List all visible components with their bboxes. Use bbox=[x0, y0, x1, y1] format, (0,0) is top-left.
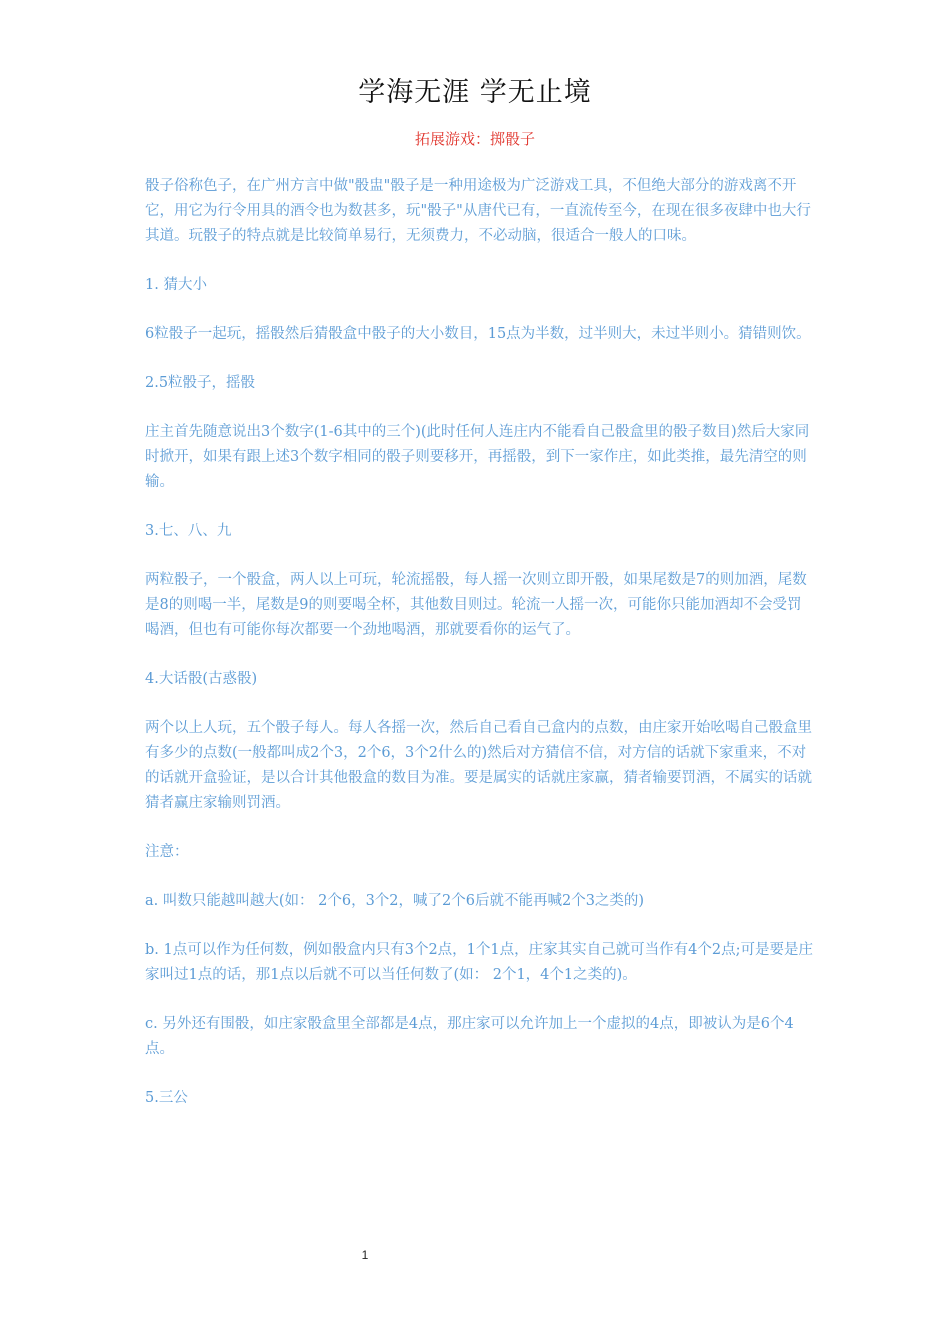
document-subtitle: 拓展游戏：掷骰子 bbox=[414, 130, 535, 148]
section-body-3: 两粒骰子，一个骰盒，两人以上可玩，轮流摇骰，每人摇一次则立即开骰，如果尾数是7的则加酒，尾数是8的则喝一半，尾数是9的则要喝全杯，其他数目则过。轮流一人摇一次，可能你只能加酒却不会受罚喝酒，但也有可能你每次都要一个劲地喝酒，那就要看你的运气了。 bbox=[145, 572, 807, 638]
note-c: c. 另外还有围骰，如庄家骰盒里全部都是4点，那庄家可以允许加上一个虚拟的4点，即被认为是6个4点。 bbox=[145, 1016, 794, 1057]
section-heading-5: 5.三公 bbox=[145, 1090, 188, 1106]
intro-paragraph: 骰子俗称色子，在广州方言中做"骰盅"骰子是一种用途极为广泛游戏工具，不但绝大部分的游戏离不开它，用它为行令用具的酒令也为数甚多，玩"骰子"从唐代已有，一直流传至今，在现在很多夜肆中也大行其道。玩骰子的特点就是比较简单易行，无须费力，不必动脑，很适合一般人的口味。 bbox=[145, 178, 811, 244]
section-heading-4: 4.大话骰(古惑骰) bbox=[145, 671, 258, 687]
page-header-title: 学海无涯 学无止境 bbox=[358, 77, 592, 108]
section-heading-3: 3.七、八、九 bbox=[145, 523, 232, 539]
section-body-1: 6粒骰子一起玩，摇骰然后猜骰盒中骰子的大小数目，15点为半数，过半则大，未过半则小。猜错则饮。 bbox=[145, 326, 811, 342]
note-b: b. 1点可以作为任何数，例如骰盒内只有3个2点，1个1点，庄家其实自己就可当作有4个2点;可是要是庄家叫过1点的话，那1点以后就不可以当任何数了(如： 2个1，4个1之类的)。 bbox=[145, 942, 813, 983]
note-heading: 注意： bbox=[145, 844, 189, 860]
section-heading-2: 2.5粒骰子，摇骰 bbox=[145, 375, 256, 391]
section-body-4: 两个以上人玩，五个骰子每人。每人各摇一次，然后自己看自己盒内的点数，由庄家开始吆喝自己骰盒里有多少的点数(一般都叫成2个3，2个6，3个2什么的)然后对方猜信不信，对方信的话就下家重来，不对的话就开盒验证，是以合计其他骰盒的数目为准。要是属实的话就庄家赢，猜者输要罚酒，不属实的话就猜者赢庄家输则罚酒。 bbox=[145, 720, 812, 811]
note-a: a. 叫数只能越叫越大(如： 2个6，3个2，喊了2个6后就不能再喊2个3之类的) bbox=[145, 893, 645, 909]
page-number: 1 bbox=[361, 1248, 369, 1262]
document-body bbox=[145, 174, 815, 1135]
section-heading-1: 1. 猜大小 bbox=[145, 277, 207, 293]
section-body-2: 庄主首先随意说出3个数字(1-6其中的三个)(此时任何人连庄内不能看自己骰盒里的骰子数目)然后大家同时掀开，如果有跟上述3个数字相同的骰子则要移开，再摇骰，到下一家作庄，如此类推，最先清空的则输。 bbox=[145, 424, 810, 490]
